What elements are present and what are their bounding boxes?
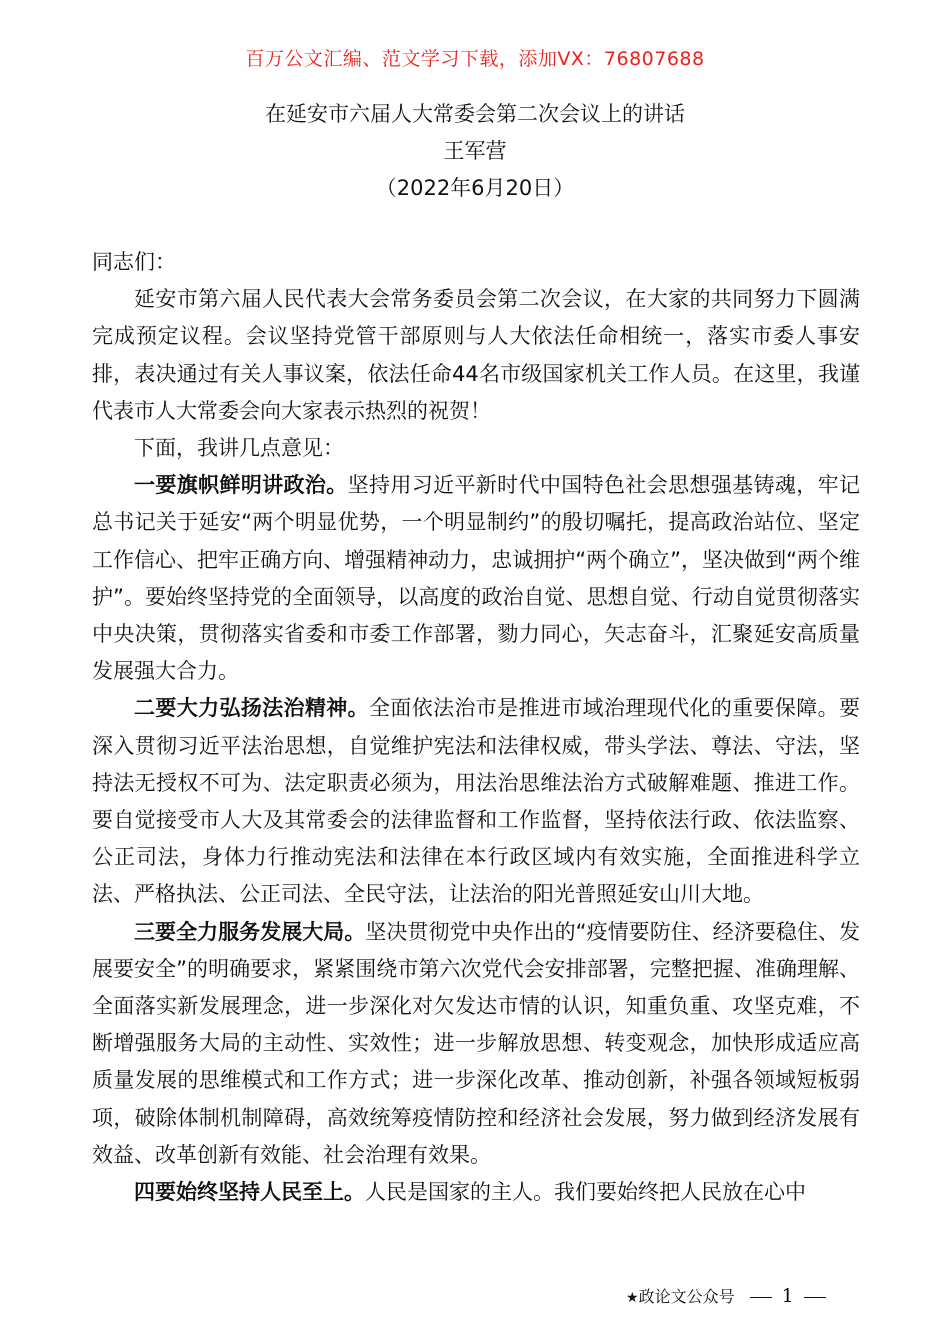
paragraph <box>92 467 860 690</box>
point-heading: 一要旗帜鲜明讲政治。 <box>134 473 348 498</box>
paragraph-text: 延安市第六届人民代表大会常务委员会第二次会议，在大家的共同努力下圆满完成预定议程。会议坚持党管干部原则与人大依法任命相统一，落实市委人事安排，表决通过有关人事议案，依法任命44名市级国家机关工作人员。在这里，我谨代表市人大常委会向大家表示热烈的祝贺！ <box>92 287 860 423</box>
speech-title: 在延安市六届人大常委会第二次会议上的讲话 <box>265 102 685 126</box>
paragraph <box>92 690 860 913</box>
paragraph-text: 人民是国家的主人。我们要始终把人民放在心中 <box>365 1180 806 1205</box>
page-footer <box>626 1284 826 1307</box>
star-icon: ★ <box>626 1290 639 1306</box>
paragraph-text: 下面，我讲几点意见： <box>134 436 344 461</box>
paragraph-text: 坚决贯彻党中央作出的“疫情要防住、经济要稳住、发展要安全”的明确要求，紧紧围绕市第六次党代会安排部署，完整把握、准确理解、全面落实新发展理念，进一步深化对欠发达市情的认识，知重负重、攻坚克难，不断增强服务大局的主动性、实效性；进一步解放思想、转变观念，加快形成适应高质量发展的思维模式和工作方式；进一步深化改革、推动创新，补强各领域短板弱项，破除体制机制障碍，高效统筹疫情防控和经济社会发展，努力做到经济发展有效益、改革创新有效能、社会治理有效果。 <box>92 919 860 1167</box>
dash-divider <box>804 1297 826 1298</box>
paragraph <box>92 281 860 430</box>
speaker-name: 王军营 <box>443 139 507 163</box>
promo-banner: 百万公文汇编、范文学习下载，添加VX：76807688 <box>245 48 705 70</box>
paragraph-text: 坚持用习近平新时代中国特色社会思想强基铸魂，牢记总书记关于延安“两个明显优势，一个明显制约”的殷切嘱托，提高政治站位、坚定工作信心、把牢正确方向、增强精神动力，忠诚拥护“两个确立”，坚决做到“两个维护”。要始终坚持党的全面领导，以高度的政治自觉、思想自觉、行动自觉贯彻落实中央决策，贯彻落实省委和市委工作部署，勠力同心，矢志奋斗，汇聚延安高质量发展强大合力。 <box>92 473 861 684</box>
title-block <box>0 96 950 207</box>
point-heading: 三要全力服务发展大局。 <box>134 919 366 944</box>
footer-source: 政论文公众号 <box>638 1287 735 1306</box>
greeting: 同志们： <box>92 250 176 274</box>
paragraph <box>92 1174 860 1211</box>
point-heading: 四要始终坚持人民至上。 <box>134 1180 365 1205</box>
page-number: 1 <box>781 1285 794 1307</box>
speech-body <box>92 244 860 1211</box>
speech-date: （2022年6月20日） <box>375 176 575 200</box>
point-heading: 二要大力弘扬法治精神。 <box>134 696 369 721</box>
paragraph-text: 全面依法治市是推进市域治理现代化的重要保障。要深入贯彻习近平法治思想，自觉维护宪法和法律权威，带头学法、尊法、守法，坚持法无授权不可为、法定职责必须为，用法治思维法治方式破解难题、推进工作。要自觉接受市人大及其常委会的法律监督和工作监督，坚持依法行政、依法监察、公正司法，身体力行推动宪法和法律在本行政区域内有效实施，全面推进科学立法、严格执法、公正司法、全民守法，让法治的阳光普照延安山川大地。 <box>92 696 860 907</box>
dash-divider <box>750 1297 772 1298</box>
paragraph <box>92 914 860 1174</box>
paragraph <box>92 430 860 467</box>
